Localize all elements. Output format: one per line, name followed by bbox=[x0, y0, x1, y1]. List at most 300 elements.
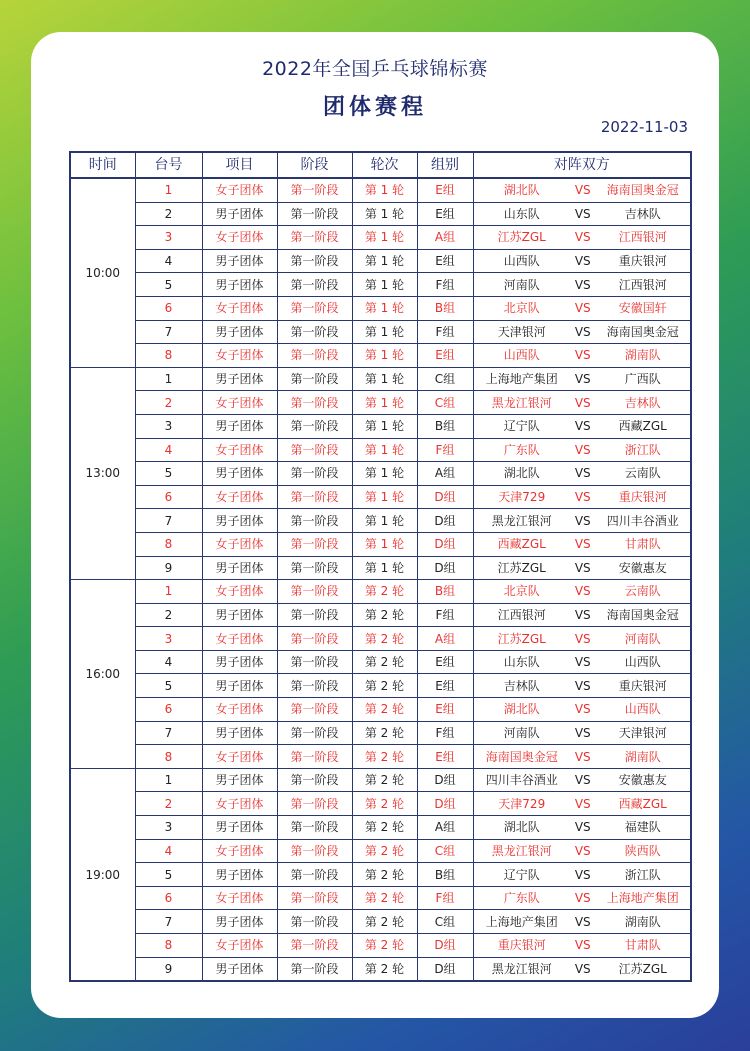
cell-event: 女子团体 bbox=[202, 438, 277, 462]
cell-stage: 第一阶段 bbox=[277, 273, 352, 297]
cell-stage: 第一阶段 bbox=[277, 934, 352, 958]
cell-group: E组 bbox=[417, 344, 473, 368]
cell-group: E组 bbox=[417, 745, 473, 769]
time-slot: 19:00 bbox=[70, 768, 135, 981]
vs-label: VS bbox=[574, 230, 591, 245]
cell-round: 第 2 轮 bbox=[352, 698, 417, 722]
cell-event: 女子团体 bbox=[202, 580, 277, 604]
team-a: 吉林队 bbox=[503, 678, 540, 693]
team-b: 陕西队 bbox=[624, 843, 661, 858]
team-b: 甘肃队 bbox=[624, 537, 661, 552]
cell-round: 第 2 轮 bbox=[352, 627, 417, 651]
table-row bbox=[70, 934, 691, 958]
cell-event: 女子团体 bbox=[202, 391, 277, 415]
cell-matchup bbox=[473, 792, 691, 816]
team-b: 云南队 bbox=[624, 466, 661, 481]
cell-round: 第 2 轮 bbox=[352, 603, 417, 627]
cell-stage: 第一阶段 bbox=[277, 178, 352, 202]
table-row bbox=[70, 532, 691, 556]
cell-table: 2 bbox=[135, 202, 202, 226]
cell-table: 7 bbox=[135, 509, 202, 533]
cell-matchup bbox=[473, 627, 691, 651]
cell-event: 男子团体 bbox=[202, 462, 277, 486]
vs-label: VS bbox=[574, 796, 591, 811]
cell-stage: 第一阶段 bbox=[277, 957, 352, 981]
cell-round: 第 2 轮 bbox=[352, 886, 417, 910]
cell-event: 女子团体 bbox=[202, 485, 277, 509]
table-row bbox=[70, 603, 691, 627]
table-row bbox=[70, 816, 691, 840]
cell-group: B组 bbox=[417, 414, 473, 438]
cell-stage: 第一阶段 bbox=[277, 792, 352, 816]
vs-label: VS bbox=[574, 490, 591, 505]
cell-matchup bbox=[473, 249, 691, 273]
cell-round: 第 1 轮 bbox=[352, 485, 417, 509]
cell-round: 第 2 轮 bbox=[352, 816, 417, 840]
table-row bbox=[70, 249, 691, 273]
team-b: 安徽惠友 bbox=[618, 773, 667, 788]
vs-label: VS bbox=[574, 678, 591, 693]
cell-group: C组 bbox=[417, 839, 473, 863]
cell-table: 3 bbox=[135, 226, 202, 250]
team-a: 天津银河 bbox=[497, 324, 546, 339]
cell-matchup bbox=[473, 886, 691, 910]
team-a: 上海地产集团 bbox=[485, 914, 558, 929]
team-b: 湖南队 bbox=[624, 348, 661, 363]
cell-event: 男子团体 bbox=[202, 414, 277, 438]
cell-matchup bbox=[473, 202, 691, 226]
cell-event: 女子团体 bbox=[202, 627, 277, 651]
cell-stage: 第一阶段 bbox=[277, 414, 352, 438]
table-row bbox=[70, 462, 691, 486]
cell-matchup bbox=[473, 273, 691, 297]
cell-matchup bbox=[473, 226, 691, 250]
vs-label: VS bbox=[574, 277, 591, 292]
vs-label: VS bbox=[574, 513, 591, 528]
cell-event: 女子团体 bbox=[202, 934, 277, 958]
cell-round: 第 1 轮 bbox=[352, 532, 417, 556]
cell-round: 第 1 轮 bbox=[352, 178, 417, 202]
cell-stage: 第一阶段 bbox=[277, 674, 352, 698]
team-b: 上海地产集团 bbox=[606, 891, 679, 906]
cell-group: E组 bbox=[417, 650, 473, 674]
cell-group: A组 bbox=[417, 462, 473, 486]
cell-stage: 第一阶段 bbox=[277, 768, 352, 792]
cell-stage: 第一阶段 bbox=[277, 532, 352, 556]
vs-label: VS bbox=[574, 607, 591, 622]
table-row bbox=[70, 674, 691, 698]
table-row bbox=[70, 391, 691, 415]
team-b: 浙江队 bbox=[624, 867, 661, 882]
cell-group: B组 bbox=[417, 296, 473, 320]
cell-table: 2 bbox=[135, 391, 202, 415]
team-a: 广东队 bbox=[503, 442, 540, 457]
cell-round: 第 2 轮 bbox=[352, 934, 417, 958]
table-row bbox=[70, 910, 691, 934]
cell-group: E组 bbox=[417, 674, 473, 698]
cell-matchup bbox=[473, 367, 691, 391]
cell-matchup bbox=[473, 344, 691, 368]
cell-table: 8 bbox=[135, 745, 202, 769]
cell-group: A组 bbox=[417, 226, 473, 250]
cell-table: 3 bbox=[135, 414, 202, 438]
cell-group: A组 bbox=[417, 816, 473, 840]
header-table-no: 台号 bbox=[135, 152, 202, 178]
cell-event: 女子团体 bbox=[202, 296, 277, 320]
cell-matchup bbox=[473, 768, 691, 792]
table-row bbox=[70, 698, 691, 722]
cell-round: 第 2 轮 bbox=[352, 721, 417, 745]
team-b: 江苏ZGL bbox=[618, 961, 667, 976]
vs-label: VS bbox=[574, 560, 591, 575]
team-b: 安徽国轩 bbox=[618, 301, 667, 316]
cell-round: 第 2 轮 bbox=[352, 957, 417, 981]
vs-label: VS bbox=[574, 867, 591, 882]
vs-label: VS bbox=[574, 702, 591, 717]
team-b: 海南国奥金冠 bbox=[606, 183, 679, 198]
table-row bbox=[70, 792, 691, 816]
cell-group: C组 bbox=[417, 391, 473, 415]
cell-event: 男子团体 bbox=[202, 721, 277, 745]
cell-stage: 第一阶段 bbox=[277, 603, 352, 627]
team-b: 山西队 bbox=[624, 702, 661, 717]
team-a: 黑龙江银河 bbox=[491, 513, 552, 528]
vs-label: VS bbox=[574, 537, 591, 552]
cell-group: F组 bbox=[417, 603, 473, 627]
cell-table: 3 bbox=[135, 627, 202, 651]
cell-group: D组 bbox=[417, 934, 473, 958]
team-b: 四川丰谷酒业 bbox=[606, 513, 679, 528]
cell-stage: 第一阶段 bbox=[277, 485, 352, 509]
team-b: 重庆银河 bbox=[618, 490, 667, 505]
cell-event: 女子团体 bbox=[202, 226, 277, 250]
table-row bbox=[70, 296, 691, 320]
cell-event: 男子团体 bbox=[202, 957, 277, 981]
cell-stage: 第一阶段 bbox=[277, 650, 352, 674]
cell-table: 1 bbox=[135, 580, 202, 604]
cell-stage: 第一阶段 bbox=[277, 320, 352, 344]
cell-round: 第 1 轮 bbox=[352, 438, 417, 462]
table-row bbox=[70, 414, 691, 438]
cell-round: 第 1 轮 bbox=[352, 344, 417, 368]
cell-matchup bbox=[473, 509, 691, 533]
team-a: 湖北队 bbox=[503, 466, 540, 481]
schedule-date: 2022-11-03 bbox=[600, 118, 688, 136]
team-a: 海南国奥金冠 bbox=[485, 749, 558, 764]
vs-label: VS bbox=[574, 938, 591, 953]
cell-round: 第 1 轮 bbox=[352, 202, 417, 226]
vs-label: VS bbox=[574, 655, 591, 670]
cell-stage: 第一阶段 bbox=[277, 886, 352, 910]
time-slot: 10:00 bbox=[70, 178, 135, 367]
vs-label: VS bbox=[574, 372, 591, 387]
cell-event: 女子团体 bbox=[202, 792, 277, 816]
cell-group: E组 bbox=[417, 249, 473, 273]
table-row bbox=[70, 202, 691, 226]
table-row bbox=[70, 226, 691, 250]
vs-label: VS bbox=[574, 773, 591, 788]
cell-round: 第 2 轮 bbox=[352, 674, 417, 698]
cell-event: 男子团体 bbox=[202, 509, 277, 533]
cell-stage: 第一阶段 bbox=[277, 367, 352, 391]
cell-event: 女子团体 bbox=[202, 745, 277, 769]
cell-matchup bbox=[473, 957, 691, 981]
cell-round: 第 1 轮 bbox=[352, 273, 417, 297]
team-b: 浙江队 bbox=[624, 442, 661, 457]
schedule-card bbox=[31, 32, 719, 1018]
cell-event: 男子团体 bbox=[202, 556, 277, 580]
table-row bbox=[70, 768, 691, 792]
cell-round: 第 1 轮 bbox=[352, 556, 417, 580]
header-stage: 阶段 bbox=[277, 152, 352, 178]
cell-group: C组 bbox=[417, 367, 473, 391]
table-row bbox=[70, 721, 691, 745]
vs-label: VS bbox=[574, 466, 591, 481]
vs-label: VS bbox=[574, 891, 591, 906]
team-a: 山西队 bbox=[503, 348, 540, 363]
team-a: 辽宁队 bbox=[503, 419, 540, 434]
cell-round: 第 1 轮 bbox=[352, 509, 417, 533]
team-a: 北京队 bbox=[503, 301, 540, 316]
cell-group: D组 bbox=[417, 532, 473, 556]
cell-stage: 第一阶段 bbox=[277, 391, 352, 415]
vs-label: VS bbox=[574, 324, 591, 339]
table-row bbox=[70, 627, 691, 651]
cell-event: 男子团体 bbox=[202, 674, 277, 698]
cell-table: 8 bbox=[135, 344, 202, 368]
team-b: 山西队 bbox=[624, 655, 661, 670]
cell-matchup bbox=[473, 296, 691, 320]
cell-stage: 第一阶段 bbox=[277, 509, 352, 533]
team-a: 河南队 bbox=[503, 725, 540, 740]
cell-table: 5 bbox=[135, 674, 202, 698]
cell-stage: 第一阶段 bbox=[277, 839, 352, 863]
team-a: 江苏ZGL bbox=[497, 631, 546, 646]
team-b: 甘肃队 bbox=[624, 938, 661, 953]
team-b: 海南国奥金冠 bbox=[606, 324, 679, 339]
cell-group: F组 bbox=[417, 438, 473, 462]
team-a: 黑龙江银河 bbox=[491, 961, 552, 976]
cell-round: 第 1 轮 bbox=[352, 414, 417, 438]
cell-group: D组 bbox=[417, 556, 473, 580]
cell-matchup bbox=[473, 580, 691, 604]
cell-round: 第 1 轮 bbox=[352, 249, 417, 273]
team-a: 四川丰谷酒业 bbox=[485, 773, 558, 788]
vs-label: VS bbox=[574, 301, 591, 316]
time-slot: 16:00 bbox=[70, 580, 135, 769]
cell-table: 6 bbox=[135, 485, 202, 509]
cell-table: 6 bbox=[135, 698, 202, 722]
cell-table: 1 bbox=[135, 178, 202, 202]
team-a: 山东队 bbox=[503, 655, 540, 670]
cell-stage: 第一阶段 bbox=[277, 910, 352, 934]
cell-round: 第 1 轮 bbox=[352, 391, 417, 415]
cell-event: 男子团体 bbox=[202, 910, 277, 934]
cell-table: 7 bbox=[135, 910, 202, 934]
cell-table: 4 bbox=[135, 249, 202, 273]
cell-table: 6 bbox=[135, 886, 202, 910]
cell-table: 5 bbox=[135, 273, 202, 297]
header-matchup: 对阵双方 bbox=[473, 152, 691, 178]
cell-matchup bbox=[473, 320, 691, 344]
vs-label: VS bbox=[574, 254, 591, 269]
table-row bbox=[70, 320, 691, 344]
cell-matchup bbox=[473, 816, 691, 840]
cell-round: 第 2 轮 bbox=[352, 768, 417, 792]
cell-round: 第 2 轮 bbox=[352, 580, 417, 604]
team-a: 北京队 bbox=[503, 584, 540, 599]
team-b: 安徽惠友 bbox=[618, 560, 667, 575]
cell-table: 8 bbox=[135, 934, 202, 958]
time-slot: 13:00 bbox=[70, 367, 135, 579]
cell-matchup bbox=[473, 485, 691, 509]
cell-event: 女子团体 bbox=[202, 839, 277, 863]
event-title: 2022年全国乒乓球锦标赛 bbox=[262, 58, 488, 80]
team-a: 山东队 bbox=[503, 206, 540, 221]
cell-group: B组 bbox=[417, 580, 473, 604]
cell-matchup bbox=[473, 839, 691, 863]
vs-label: VS bbox=[574, 419, 591, 434]
table-row bbox=[70, 745, 691, 769]
cell-event: 男子团体 bbox=[202, 863, 277, 887]
cell-matchup bbox=[473, 532, 691, 556]
team-a: 山西队 bbox=[503, 254, 540, 269]
team-a: 黑龙江银河 bbox=[491, 395, 552, 410]
table-row bbox=[70, 650, 691, 674]
team-b: 重庆银河 bbox=[618, 678, 667, 693]
cell-round: 第 2 轮 bbox=[352, 792, 417, 816]
cell-table: 8 bbox=[135, 532, 202, 556]
table-row bbox=[70, 863, 691, 887]
cell-stage: 第一阶段 bbox=[277, 226, 352, 250]
cell-stage: 第一阶段 bbox=[277, 698, 352, 722]
table-row bbox=[70, 886, 691, 910]
cell-matchup bbox=[473, 721, 691, 745]
cell-stage: 第一阶段 bbox=[277, 296, 352, 320]
cell-event: 男子团体 bbox=[202, 367, 277, 391]
vs-label: VS bbox=[574, 183, 591, 198]
table-row bbox=[70, 839, 691, 863]
team-a: 河南队 bbox=[503, 277, 540, 292]
cell-matchup bbox=[473, 391, 691, 415]
team-a: 江苏ZGL bbox=[497, 560, 546, 575]
table-row bbox=[70, 509, 691, 533]
cell-matchup bbox=[473, 745, 691, 769]
cell-stage: 第一阶段 bbox=[277, 344, 352, 368]
cell-event: 女子团体 bbox=[202, 344, 277, 368]
team-a: 江苏ZGL bbox=[497, 230, 546, 245]
vs-label: VS bbox=[574, 961, 591, 976]
cell-matchup bbox=[473, 934, 691, 958]
team-b: 海南国奥金冠 bbox=[606, 607, 679, 622]
table-row bbox=[70, 580, 691, 604]
cell-table: 9 bbox=[135, 556, 202, 580]
team-b: 西藏ZGL bbox=[618, 419, 667, 434]
vs-label: VS bbox=[574, 843, 591, 858]
team-a: 黑龙江银河 bbox=[491, 843, 552, 858]
cell-round: 第 2 轮 bbox=[352, 839, 417, 863]
cell-event: 男子团体 bbox=[202, 650, 277, 674]
team-a: 重庆银河 bbox=[497, 938, 546, 953]
cell-stage: 第一阶段 bbox=[277, 816, 352, 840]
vs-label: VS bbox=[574, 631, 591, 646]
cell-event: 男子团体 bbox=[202, 320, 277, 344]
team-b: 江西银河 bbox=[618, 277, 667, 292]
cell-table: 2 bbox=[135, 603, 202, 627]
team-a: 广东队 bbox=[503, 891, 540, 906]
cell-matchup bbox=[473, 603, 691, 627]
cell-group: F组 bbox=[417, 721, 473, 745]
cell-round: 第 1 轮 bbox=[352, 320, 417, 344]
cell-stage: 第一阶段 bbox=[277, 556, 352, 580]
cell-matchup bbox=[473, 650, 691, 674]
schedule-subtitle: 团体赛程 bbox=[322, 95, 427, 120]
cell-matchup bbox=[473, 462, 691, 486]
team-a: 江西银河 bbox=[497, 607, 546, 622]
vs-label: VS bbox=[574, 206, 591, 221]
cell-stage: 第一阶段 bbox=[277, 627, 352, 651]
cell-event: 女子团体 bbox=[202, 178, 277, 202]
cell-group: E组 bbox=[417, 698, 473, 722]
table-row bbox=[70, 957, 691, 981]
team-b: 广西队 bbox=[624, 372, 661, 387]
cell-table: 6 bbox=[135, 296, 202, 320]
cell-matchup bbox=[473, 863, 691, 887]
cell-round: 第 2 轮 bbox=[352, 745, 417, 769]
vs-label: VS bbox=[574, 725, 591, 740]
cell-group: D组 bbox=[417, 509, 473, 533]
cell-round: 第 1 轮 bbox=[352, 462, 417, 486]
cell-group: E组 bbox=[417, 178, 473, 202]
vs-label: VS bbox=[574, 914, 591, 929]
cell-event: 男子团体 bbox=[202, 273, 277, 297]
cell-stage: 第一阶段 bbox=[277, 863, 352, 887]
team-b: 重庆银河 bbox=[618, 254, 667, 269]
cell-table: 7 bbox=[135, 721, 202, 745]
cell-matchup bbox=[473, 438, 691, 462]
cell-table: 5 bbox=[135, 462, 202, 486]
vs-label: VS bbox=[574, 442, 591, 457]
cell-round: 第 2 轮 bbox=[352, 650, 417, 674]
cell-table: 3 bbox=[135, 816, 202, 840]
cell-event: 女子团体 bbox=[202, 886, 277, 910]
team-a: 天津729 bbox=[498, 490, 546, 505]
cell-matchup bbox=[473, 698, 691, 722]
cell-group: A组 bbox=[417, 627, 473, 651]
cell-stage: 第一阶段 bbox=[277, 580, 352, 604]
cell-table: 2 bbox=[135, 792, 202, 816]
cell-round: 第 2 轮 bbox=[352, 863, 417, 887]
vs-label: VS bbox=[574, 749, 591, 764]
cell-table: 4 bbox=[135, 438, 202, 462]
team-b: 湖南队 bbox=[624, 749, 661, 764]
cell-table: 4 bbox=[135, 839, 202, 863]
team-a: 湖北队 bbox=[503, 702, 540, 717]
cell-round: 第 1 轮 bbox=[352, 296, 417, 320]
team-a: 上海地产集团 bbox=[485, 372, 558, 387]
team-b: 吉林队 bbox=[624, 206, 661, 221]
table-row bbox=[70, 178, 691, 202]
team-b: 江西银河 bbox=[618, 230, 667, 245]
table-header-row bbox=[70, 152, 691, 178]
cell-stage: 第一阶段 bbox=[277, 202, 352, 226]
cell-table: 9 bbox=[135, 957, 202, 981]
cell-matchup bbox=[473, 910, 691, 934]
cell-table: 7 bbox=[135, 320, 202, 344]
schedule-table bbox=[69, 151, 692, 982]
vs-label: VS bbox=[574, 395, 591, 410]
table-row bbox=[70, 556, 691, 580]
